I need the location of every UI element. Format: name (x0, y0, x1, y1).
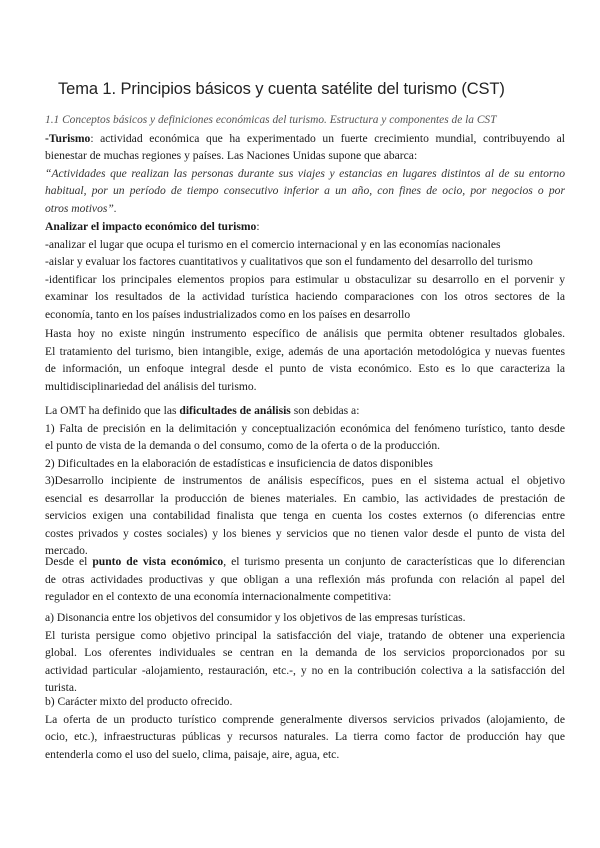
hasta-hoy-line-2: El tratamiento del turismo, bien intangible, exige, además de una aportación metodológica y nuevas fuentes (45, 344, 565, 358)
impacto-heading: Analizar el impacto económico del turismo (45, 220, 257, 233)
paragraph-punto-de-vista (45, 553, 565, 606)
omt-point-3-line-3: servicios exigen una contabilidad finalista que tenga en cuenta los costes externos (o diferencias entre (45, 509, 565, 522)
punto-vista-pre: Desde el (45, 555, 93, 568)
punto-vista-post: , el turismo presenta un conjunto de características que lo diferencian (223, 555, 565, 568)
section-impacto (45, 218, 565, 323)
impacto-heading-line (45, 218, 565, 236)
caracter-line-1: La oferta de un producto turístico comprende generalmente diversos servicios privados (alojamiento, de (45, 712, 565, 726)
disonancia-line-1: El turista persigue como objetivo principal la satisfacción del viaje, tratando de obtener una experiencia (45, 628, 565, 642)
disonancia-heading: a) Disonancia entre los objetivos del consumidor y los objetivos de las empresas turísticas. (45, 611, 466, 624)
disonancia-line-3: actividad particular -alojamiento, restauración, etc.-, y no en la contribución colectiva a la satisfacción del (45, 663, 565, 677)
omt-point-1-line-2: el punto de vista de la demanda o del consumo, como de la oferta o de la producción. (45, 439, 441, 452)
hasta-hoy-line-1: Hasta hoy no existe ningún instrumento específico de análisis que permita obtener resultados globales. (45, 327, 565, 340)
disonancia-line-2: global. Los oferentes individuales se centran en la demanda de los servicios proporcionados por su (45, 646, 565, 659)
impacto-item-3-line-3: economía, tanto en los países industrializados como en los países en desarrollo (45, 307, 411, 321)
section-subtitle: 1.1 Conceptos básicos y definiciones económicas del turismo. Estructura y componentes de la CST (45, 114, 497, 126)
omt-intro-bold: dificultades de análisis (179, 404, 291, 417)
omt-intro-post: son debidas a: (290, 404, 360, 417)
turismo-definition-line-2: bienestar de muchas regiones y países. Las Naciones Unidas supone que abarca: (45, 149, 418, 162)
omt-point-3-line-4: costes privados y costes sociales) y los bienes y servicios que no tienen valor desde el punto de vista del (45, 526, 565, 540)
turismo-definition-text: : actividad económica que ha experimentado un fuerte crecimiento mundial, contribuyendo al (90, 131, 565, 145)
hasta-hoy-line-4: multidisciplinariedad del análisis del turismo. (45, 379, 257, 393)
omt-point-1-line-1: 1) Falta de precisión en la delimitación y conceptualización económica del fenómeno turístico, tanto desde (45, 421, 565, 435)
quote-line-1: “Actividades que realizan las personas durante sus viajes y estancias en lugares distintos al de su entorno (45, 166, 565, 180)
paragraph-hasta-hoy (45, 325, 565, 395)
omt-point-2: 2) Dificultades en la elaboración de estadísticas e insuficiencia de datos disponibles (45, 456, 433, 470)
omt-point-3-line-5: mercado. (45, 544, 88, 557)
page-title: Tema 1. Principios básicos y cuenta satélite del turismo (CST) (58, 80, 505, 98)
section-omt (45, 402, 565, 560)
impacto-heading-colon: : (256, 220, 260, 233)
disonancia-line-4: turista. (45, 681, 77, 694)
punto-vista-bold: punto de vista económico (92, 555, 224, 568)
impacto-item-3-line-2: examinar los resultados de la actividad turística haciendo comparaciones con los otros sectores de la (45, 290, 565, 303)
turismo-term: -Turismo (45, 131, 91, 145)
turismo-definition-line-1 (45, 130, 565, 148)
caracter-heading: b) Carácter mixto del producto ofrecido. (45, 695, 233, 708)
section-caracter-mixto (45, 693, 565, 763)
section-definitions (45, 112, 565, 217)
caracter-line-2: ocio, etc.), infraestructuras públicas y recursos naturales. La tierra como factor de producción hay que (45, 730, 565, 743)
omt-intro (45, 402, 565, 420)
quote-line-2: habitual, por un período de tiempo consecutivo inferior a un año, con fines de ocio, por negocios o por (45, 184, 565, 197)
punto-vista-line-3: regulador en el contexto de una economía internacionalmente competitiva: (45, 590, 392, 603)
impacto-item-1: -analizar el lugar que ocupa el turismo en el comercio internacional y en las economías nacionales (45, 237, 501, 251)
omt-intro-pre: La OMT ha definido que las (45, 404, 180, 417)
impacto-item-2: -aislar y evaluar los factores cuantitativos y cualitativos que son el fundamento del desarrollo del turismo (45, 255, 533, 268)
omt-point-3-line-2: esencial es desarrollar la producción de bienes materiales. En cambio, las actividades de prestación de (45, 491, 565, 505)
section-disonancia (45, 609, 565, 697)
punto-vista-line-2: de otras actividades productivas y que obligan a una reflexión más profunda con relación al papel del (45, 572, 565, 586)
impacto-item-3-line-1: -identificar los principales elementos propios para estimular u obstaculizar su desarrollo en el porvenir y (45, 272, 565, 286)
omt-point-3-line-1: 3)Desarrollo incipiente de instrumentos de análisis específicos, pues en el sistema actual el objetivo (45, 474, 565, 487)
caracter-line-3: entenderla como el uso del suelo, clima, paisaje, aire, agua, etc. (45, 747, 340, 761)
punto-vista-line-1 (45, 553, 565, 571)
quote-line-3: otros motivos”. (45, 201, 117, 215)
hasta-hoy-line-3: de información, un enfoque integral desde el punto de vista económico. Esto es lo que caracteriza la (45, 362, 565, 375)
